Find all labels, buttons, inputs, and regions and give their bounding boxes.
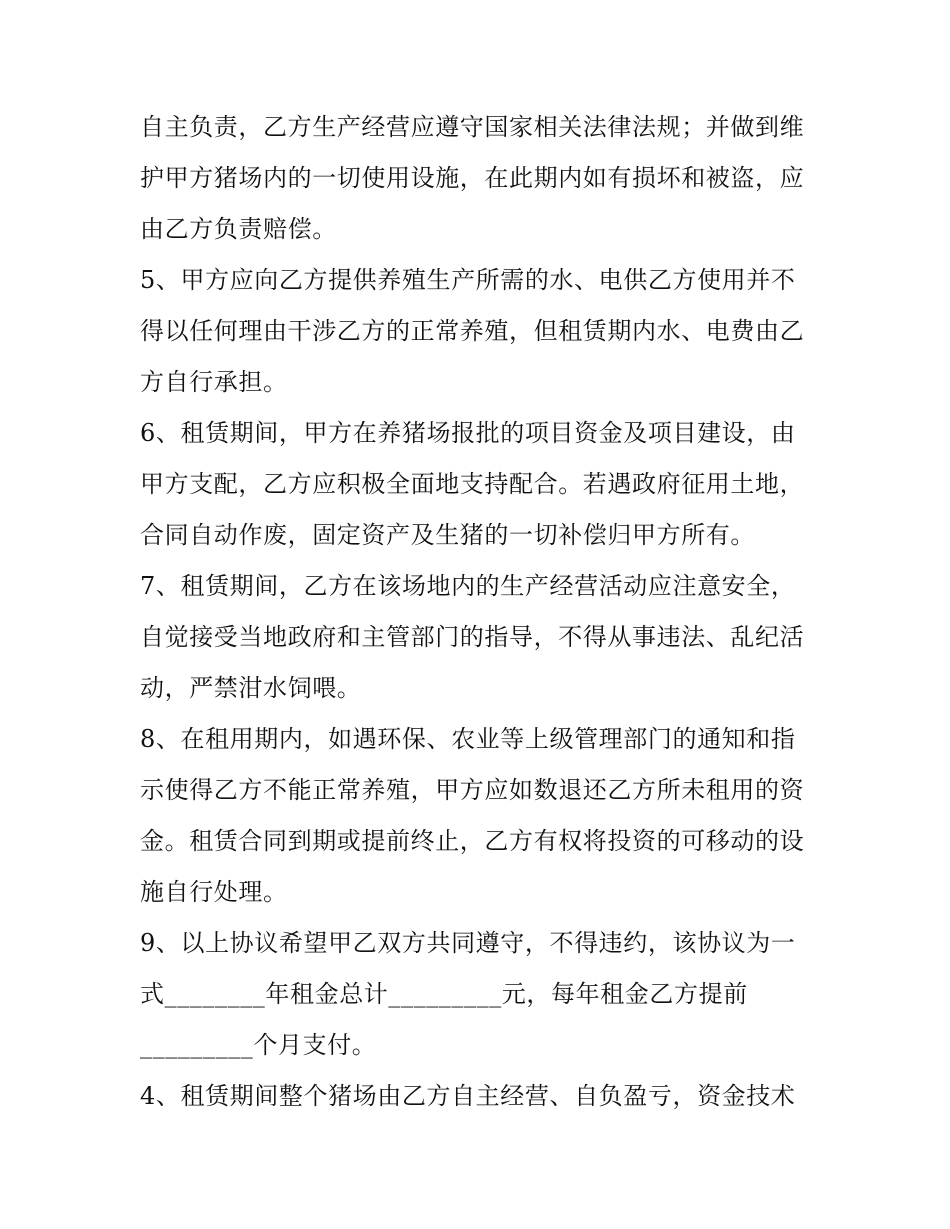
text-line: 5、甲方应向乙方提供养殖生产所需的水、电供乙方使用并不 (140, 266, 796, 294)
text-line: 自主负责，乙方生产经营应遵守国家相关法律法规；并做到维 (140, 113, 805, 141)
document-body (140, 102, 820, 1122)
text-line: 8、在租用期内，如遇环保、农业等上级管理部门的通知和指 (140, 725, 796, 753)
text-line: 9、以上协议希望甲乙双方共同遵守，不得违约，该协议为一 (140, 929, 796, 957)
text-line: 式________年租金总计_________元，每年租金乙方提前 (140, 980, 748, 1008)
text-line: 合同自动作废，固定资产及生猪的一切补偿归甲方所有。 (140, 521, 755, 549)
text-line: 7、租赁期间，乙方在该场地内的生产经营活动应注意安全， (140, 572, 796, 600)
text-line: 由乙方负责赔偿。 (140, 215, 337, 243)
text-line: 6、租赁期间，甲方在养猪场报批的项目资金及项目建设，由 (140, 419, 796, 447)
text-line: 甲方支配，乙方应积极全面地支持配合。若遇政府征用土地， (140, 470, 805, 498)
text-line: 动，严禁泔水饲喂。 (140, 674, 362, 702)
text-line: 得以任何理由干涉乙方的正常养殖，但租赁期内水、电费由乙 (140, 317, 805, 345)
text-line: 4、租赁期间整个猪场由乙方自主经营、自负盈亏，资金技术 (140, 1082, 796, 1110)
text-line: 示使得乙方不能正常养殖，甲方应如数退还乙方所未租用的资 (140, 776, 805, 804)
text-line: 施自行处理。 (140, 878, 288, 906)
text-line: 方自行承担。 (140, 368, 288, 396)
text-line: _________个月支付。 (140, 1031, 377, 1059)
text-line: 自觉接受当地政府和主管部门的指导，不得从事违法、乱纪活 (140, 623, 805, 651)
text-line: 金。租赁合同到期或提前终止，乙方有权将投资的可移动的设 (140, 827, 805, 855)
text-line: 护甲方猪场内的一切使用设施，在此期内如有损坏和被盗，应 (140, 164, 805, 192)
